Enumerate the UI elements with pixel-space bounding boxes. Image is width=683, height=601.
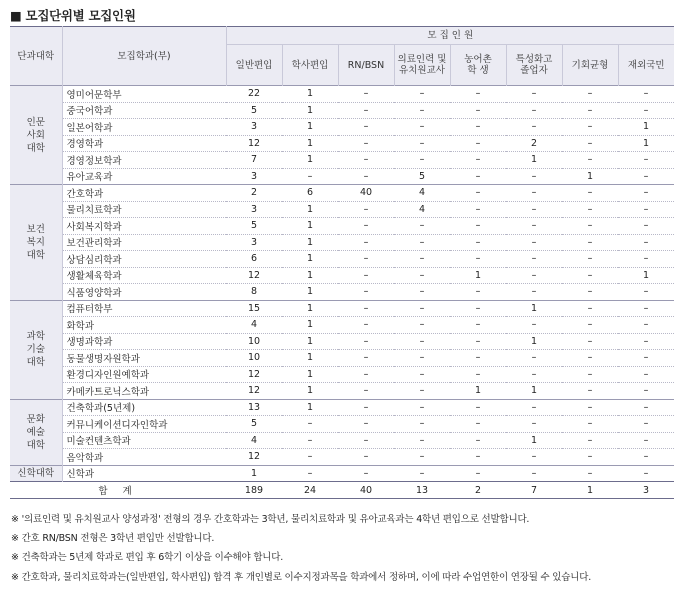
table-row	[10, 383, 674, 400]
quota-cell: 4	[394, 201, 450, 218]
quota-cell: –	[562, 432, 618, 449]
quota-cell: 1	[618, 119, 674, 136]
quota-cell: –	[562, 152, 618, 169]
quota-cell: –	[618, 86, 674, 103]
quota-cell: –	[618, 465, 674, 482]
quota-cell: 1	[282, 152, 338, 169]
quota-cell: 6	[282, 185, 338, 202]
quota-cell: 5	[226, 416, 282, 433]
quota-cell: –	[450, 366, 506, 383]
header-col: 특성화고 졸업자	[506, 45, 562, 86]
quota-cell: 1	[282, 86, 338, 103]
quota-cell: 1	[506, 152, 562, 169]
quota-cell: –	[562, 383, 618, 400]
quota-cell: –	[338, 267, 394, 284]
dept-name: 식품영양학과	[62, 284, 226, 301]
quota-cell: –	[506, 185, 562, 202]
quota-cell: 10	[226, 350, 282, 367]
quota-cell: 12	[226, 267, 282, 284]
quota-cell: –	[450, 284, 506, 301]
quota-cell: –	[338, 119, 394, 136]
quota-cell: –	[618, 300, 674, 317]
quota-cell: 6	[226, 251, 282, 268]
total-cell: 24	[282, 482, 338, 499]
quota-cell: –	[562, 284, 618, 301]
header-col: 의료인력 및 유치원교사	[394, 45, 450, 86]
quota-cell: 12	[226, 449, 282, 466]
quota-cell: –	[450, 168, 506, 185]
quota-cell: –	[618, 251, 674, 268]
quota-cell: –	[338, 168, 394, 185]
total-cell: 13	[394, 482, 450, 499]
quota-cell: –	[394, 366, 450, 383]
quota-cell: –	[338, 201, 394, 218]
quota-cell: –	[618, 449, 674, 466]
quota-cell: 4	[226, 317, 282, 334]
table-row	[10, 350, 674, 367]
dept-name: 카메카트로닉스학과	[62, 383, 226, 400]
quota-cell: 2	[506, 135, 562, 152]
quota-cell: –	[450, 350, 506, 367]
table-row	[10, 201, 674, 218]
quota-cell: –	[506, 201, 562, 218]
quota-cell: –	[506, 168, 562, 185]
quota-cell: –	[506, 218, 562, 235]
header-col: 기회균형	[562, 45, 618, 86]
quota-cell: 1	[282, 333, 338, 350]
quota-cell: 1	[282, 135, 338, 152]
header-col: RN/BSN	[338, 45, 394, 86]
quota-cell: –	[394, 86, 450, 103]
quota-cell: –	[338, 350, 394, 367]
quota-cell: –	[562, 251, 618, 268]
quota-cell: –	[450, 317, 506, 334]
quota-cell: –	[338, 102, 394, 119]
quota-cell: –	[562, 234, 618, 251]
dept-name: 환경디자인원예학과	[62, 366, 226, 383]
table-row	[10, 432, 674, 449]
quota-cell: –	[562, 366, 618, 383]
quota-cell: 1	[282, 201, 338, 218]
quota-cell: –	[618, 399, 674, 416]
quota-cell: –	[562, 267, 618, 284]
quota-cell: –	[506, 86, 562, 103]
quota-cell: –	[450, 185, 506, 202]
header-col: 일반편입	[226, 45, 282, 86]
quota-cell: 22	[226, 86, 282, 103]
quota-cell: –	[618, 284, 674, 301]
table-row	[10, 86, 674, 103]
quota-cell: 10	[226, 333, 282, 350]
quota-cell: –	[562, 449, 618, 466]
quota-cell: –	[394, 399, 450, 416]
quota-cell: 1	[282, 366, 338, 383]
quota-cell: 1	[282, 317, 338, 334]
quota-cell: –	[506, 267, 562, 284]
quota-cell: –	[506, 317, 562, 334]
quota-cell: –	[282, 449, 338, 466]
quota-cell: –	[562, 333, 618, 350]
quota-cell: 12	[226, 135, 282, 152]
quota-cell: 40	[338, 185, 394, 202]
quota-cell: –	[338, 465, 394, 482]
quota-cell: –	[506, 416, 562, 433]
header-quota-group: 모 집 인 원	[226, 27, 674, 45]
header-college: 단과대학	[10, 27, 62, 86]
quota-cell: –	[618, 152, 674, 169]
total-row	[10, 482, 674, 499]
quota-cell: –	[450, 119, 506, 136]
dept-name: 음악학과	[62, 449, 226, 466]
quota-cell: 1	[282, 218, 338, 235]
quota-cell: –	[338, 234, 394, 251]
table-row	[10, 234, 674, 251]
dept-name: 상담심리학과	[62, 251, 226, 268]
quota-cell: –	[394, 350, 450, 367]
quota-cell: 3	[226, 234, 282, 251]
total-cell: 1	[562, 482, 618, 499]
quota-cell: –	[394, 135, 450, 152]
quota-cell: –	[338, 416, 394, 433]
quota-cell: –	[506, 234, 562, 251]
quota-cell: –	[338, 449, 394, 466]
footnote-line: ※ 간호 RN/BSN 전형은 3학년 편입만 선발합니다.	[11, 533, 215, 545]
quota-cell: 13	[226, 399, 282, 416]
quota-cell: –	[562, 317, 618, 334]
table-row	[10, 168, 674, 185]
quota-cell: 1	[282, 383, 338, 400]
quota-cell: 1	[282, 119, 338, 136]
dept-name: 사회복지학과	[62, 218, 226, 235]
header-col: 농어촌 학 생	[450, 45, 506, 86]
quota-cell: 4	[394, 185, 450, 202]
dept-name: 유아교육과	[62, 168, 226, 185]
dept-name: 보건관리학과	[62, 234, 226, 251]
quota-cell: –	[450, 449, 506, 466]
table-row	[10, 102, 674, 119]
quota-cell: –	[394, 119, 450, 136]
quota-cell: –	[450, 218, 506, 235]
quota-cell: –	[338, 333, 394, 350]
quota-cell: –	[562, 102, 618, 119]
quota-cell: –	[450, 399, 506, 416]
quota-cell: 1	[282, 234, 338, 251]
quota-cell: –	[618, 185, 674, 202]
quota-cell: –	[506, 102, 562, 119]
dept-name: 신학과	[62, 465, 226, 482]
quota-cell: –	[562, 201, 618, 218]
quota-cell: –	[338, 152, 394, 169]
quota-cell: 1	[282, 251, 338, 268]
quota-cell: –	[618, 383, 674, 400]
quota-cell: –	[618, 432, 674, 449]
footnotes	[11, 510, 591, 587]
quota-cell: –	[338, 284, 394, 301]
quota-cell: –	[618, 234, 674, 251]
quota-cell: –	[618, 201, 674, 218]
table-row	[10, 284, 674, 301]
total-cell: 40	[338, 482, 394, 499]
header-col: 재외국민	[618, 45, 674, 86]
quota-cell: 12	[226, 383, 282, 400]
dept-name: 동물생명자원학과	[62, 350, 226, 367]
quota-cell: –	[618, 102, 674, 119]
total-cell: 3	[618, 482, 674, 499]
table-row	[10, 317, 674, 334]
quota-cell: –	[394, 300, 450, 317]
quota-cell: –	[618, 416, 674, 433]
quota-cell: 1	[506, 333, 562, 350]
quota-cell: 1	[618, 267, 674, 284]
quota-cell: –	[338, 383, 394, 400]
quota-cell: –	[450, 135, 506, 152]
footnote-line: ※ 간호학과, 물리치료학과는(일반편입, 학사편입) 합격 후 개인별로 이수지정과목을 학과에서 정하며, 이에 따라 수업연한이 연장될 수 있습니다.	[11, 571, 592, 583]
quota-cell: –	[450, 251, 506, 268]
quota-cell: 1	[450, 267, 506, 284]
quota-cell: –	[394, 251, 450, 268]
table-row	[10, 333, 674, 350]
quota-cell: –	[562, 86, 618, 103]
table-row	[10, 185, 674, 202]
quota-cell: 1	[282, 102, 338, 119]
quota-cell: –	[562, 119, 618, 136]
dept-name: 생활체육학과	[62, 267, 226, 284]
table-row	[10, 416, 674, 433]
quota-cell: –	[562, 185, 618, 202]
dept-name: 경영학과	[62, 135, 226, 152]
college-name: 신학대학	[10, 465, 62, 482]
quota-cell: 1	[282, 350, 338, 367]
quota-cell: 5	[226, 102, 282, 119]
quota-cell: 8	[226, 284, 282, 301]
header-dept: 모집학과(부)	[62, 27, 226, 86]
quota-cell: –	[394, 218, 450, 235]
quota-cell: –	[338, 251, 394, 268]
quota-cell: –	[450, 201, 506, 218]
college-name: 문화 예술 대학	[10, 399, 62, 465]
quota-cell: –	[618, 366, 674, 383]
quota-cell: 5	[394, 168, 450, 185]
dept-name: 생명과학과	[62, 333, 226, 350]
quota-cell: 1	[506, 300, 562, 317]
quota-cell: 4	[226, 432, 282, 449]
quota-cell: –	[394, 284, 450, 301]
table-row	[10, 251, 674, 268]
quota-cell: 1	[226, 465, 282, 482]
quota-cell: –	[506, 399, 562, 416]
quota-cell: –	[506, 251, 562, 268]
quota-cell: 5	[226, 218, 282, 235]
college-name: 보건 복지 대학	[10, 185, 62, 301]
footnote-line: ※ 건축학과는 5년제 학과로 편입 후 6학기 이상을 이수해야 합니다.	[11, 552, 284, 564]
quota-cell: –	[394, 416, 450, 433]
quota-cell: 1	[282, 300, 338, 317]
table-body	[10, 86, 674, 499]
table-row	[10, 135, 674, 152]
dept-name: 미술컨텐츠학과	[62, 432, 226, 449]
dept-name: 건축학과(5년제)	[62, 399, 226, 416]
table-row	[10, 366, 674, 383]
dept-name: 화학과	[62, 317, 226, 334]
footnote-line: ※ '의료인력 및 유치원교사 양성과정' 전형의 경우 간호학과는 3학년, 물리치료학과 및 유아교육과는 4학년 편입으로 선발합니다.	[11, 514, 530, 525]
quota-cell: –	[506, 350, 562, 367]
quota-cell: 3	[226, 168, 282, 185]
quota-cell: –	[506, 366, 562, 383]
table-row	[10, 152, 674, 169]
quota-cell: –	[338, 366, 394, 383]
quota-cell: –	[506, 284, 562, 301]
quota-cell: –	[618, 350, 674, 367]
quota-cell: –	[562, 300, 618, 317]
quota-cell: –	[450, 333, 506, 350]
quota-cell: –	[562, 218, 618, 235]
table-row	[10, 267, 674, 284]
quota-cell: –	[450, 102, 506, 119]
total-cell: 7	[506, 482, 562, 499]
total-cell: 189	[226, 482, 282, 499]
quota-cell: –	[450, 416, 506, 433]
dept-name: 중국어학과	[62, 102, 226, 119]
header-col: 학사편입	[282, 45, 338, 86]
section-title: ■ 모집단위별 모집인원	[10, 8, 136, 23]
quota-cell: –	[618, 218, 674, 235]
table-row	[10, 218, 674, 235]
quota-cell: –	[618, 317, 674, 334]
quota-cell: –	[394, 333, 450, 350]
table-row	[10, 449, 674, 466]
quota-cell: –	[338, 399, 394, 416]
quota-cell: –	[394, 317, 450, 334]
quota-cell: –	[282, 168, 338, 185]
quota-cell: –	[562, 465, 618, 482]
quota-cell: 1	[562, 168, 618, 185]
quota-cell: 2	[226, 185, 282, 202]
quota-cell: 3	[226, 201, 282, 218]
quota-cell: –	[394, 432, 450, 449]
quota-cell: 15	[226, 300, 282, 317]
college-name: 인문 사회 대학	[10, 86, 62, 185]
quota-cell: 1	[450, 383, 506, 400]
quota-cell: –	[394, 449, 450, 466]
quota-cell: –	[618, 333, 674, 350]
quota-cell: –	[450, 300, 506, 317]
quota-cell: –	[394, 102, 450, 119]
table-row	[10, 300, 674, 317]
quota-cell: 1	[618, 135, 674, 152]
quota-cell: –	[394, 152, 450, 169]
quota-cell: –	[450, 86, 506, 103]
quota-cell: –	[338, 86, 394, 103]
quota-cell: –	[506, 449, 562, 466]
table-row	[10, 465, 674, 482]
dept-name: 물리치료학과	[62, 201, 226, 218]
quota-cell: –	[338, 135, 394, 152]
quota-cell: –	[450, 234, 506, 251]
dept-name: 영미어문학부	[62, 86, 226, 103]
table-row	[10, 119, 674, 136]
quota-cell: –	[394, 383, 450, 400]
quota-cell: –	[618, 168, 674, 185]
quota-cell: –	[506, 465, 562, 482]
quota-cell: 1	[282, 267, 338, 284]
dept-name: 일본어학과	[62, 119, 226, 136]
total-cell: 2	[450, 482, 506, 499]
quota-cell: 12	[226, 366, 282, 383]
quota-cell: –	[450, 432, 506, 449]
admission-quota-table	[10, 26, 674, 499]
quota-cell: –	[562, 416, 618, 433]
dept-name: 커뮤니케이션디자인학과	[62, 416, 226, 433]
quota-cell: –	[338, 317, 394, 334]
quota-cell: –	[450, 152, 506, 169]
quota-cell: –	[282, 432, 338, 449]
quota-cell: –	[394, 267, 450, 284]
quota-cell: 7	[226, 152, 282, 169]
quota-cell: –	[562, 399, 618, 416]
quota-cell: –	[282, 465, 338, 482]
dept-name: 간호학과	[62, 185, 226, 202]
quota-cell: 1	[282, 284, 338, 301]
table-row	[10, 399, 674, 416]
quota-cell: –	[394, 234, 450, 251]
quota-cell: –	[450, 465, 506, 482]
quota-cell: 1	[282, 399, 338, 416]
dept-name: 컴퓨터학부	[62, 300, 226, 317]
quota-cell: –	[394, 465, 450, 482]
college-name: 과학 기술 대학	[10, 300, 62, 399]
quota-cell: –	[562, 135, 618, 152]
quota-cell: 1	[506, 383, 562, 400]
quota-cell: –	[338, 218, 394, 235]
quota-cell: –	[562, 350, 618, 367]
dept-name: 경영정보학과	[62, 152, 226, 169]
quota-cell: 3	[226, 119, 282, 136]
quota-cell: –	[338, 300, 394, 317]
quota-cell: 1	[506, 432, 562, 449]
quota-cell: –	[506, 119, 562, 136]
total-label: 합 계	[10, 482, 226, 499]
quota-cell: –	[338, 432, 394, 449]
quota-cell: –	[282, 416, 338, 433]
